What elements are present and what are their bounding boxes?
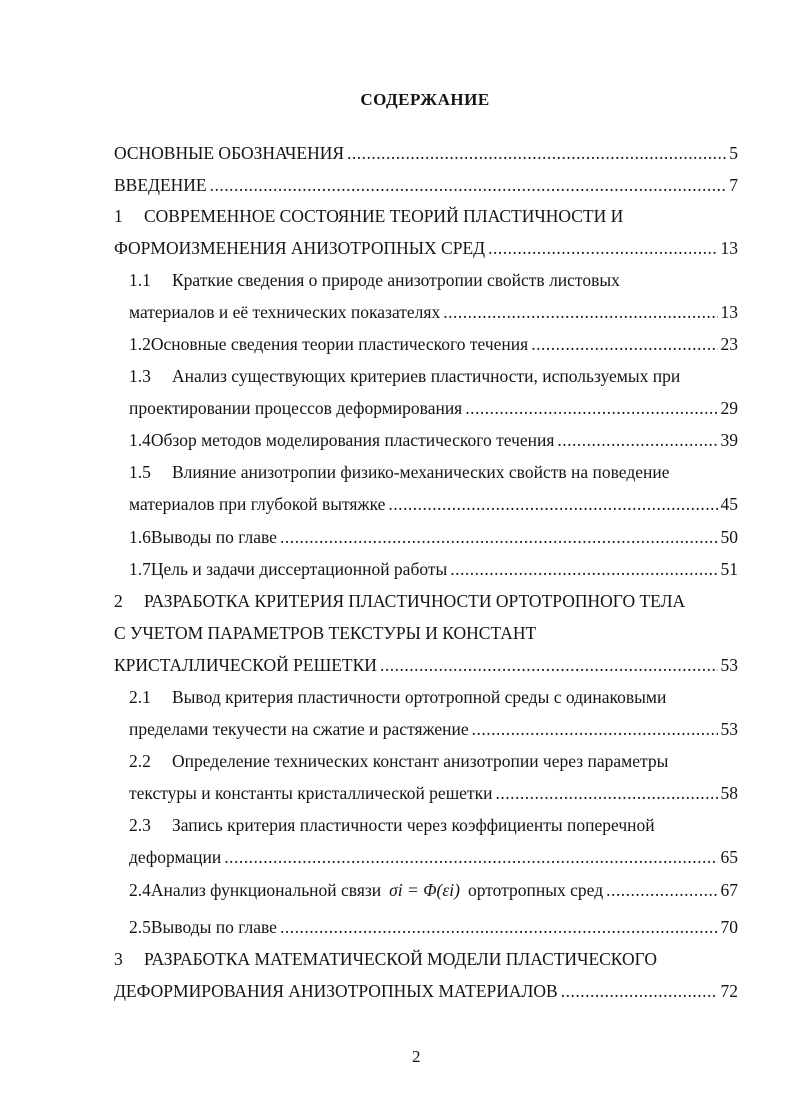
toc-entry-number: 1.7 — [129, 559, 151, 579]
toc-entry-continuation — [114, 981, 738, 1007]
toc-entry-continuation — [129, 494, 738, 520]
toc-entry-text: материалов и её технических показателях — [129, 302, 441, 322]
dot-leader — [557, 430, 717, 451]
toc-entry — [129, 815, 738, 841]
toc-entry-text: проектировании процессов деформирования — [129, 398, 463, 418]
toc-entry-text: Краткие сведения о природе анизотропии свойств листовых — [172, 270, 620, 290]
toc-entry-number: 1.5 — [129, 462, 151, 482]
dot-leader — [380, 655, 718, 676]
toc-entry-text: Выводы по главе — [150, 917, 277, 937]
dot-leader — [280, 527, 718, 548]
toc-entry-continuation — [129, 783, 738, 809]
toc-entry-number: 3 — [114, 949, 123, 969]
toc-entry — [114, 949, 738, 975]
dot-leader — [495, 783, 717, 804]
toc-entry-text: Вывод критерия пластичности ортотропной среды с одинаковыми — [172, 687, 667, 707]
toc-page-number: 67 — [720, 880, 738, 900]
toc-page-number: 53 — [720, 655, 738, 675]
toc-entry-continuation — [114, 655, 738, 681]
toc-entry-number: 1.4 — [129, 430, 151, 450]
toc-entry-text: Влияние анизотропии физико-механических свойств на поведение — [172, 462, 670, 482]
toc-entry-text: Запись критерия пластичности через коэффициенты поперечной — [172, 815, 655, 835]
toc-entry-text: РАЗРАБОТКА МАТЕМАТИЧЕСКОЙ МОДЕЛИ ПЛАСТИЧЕСКОГО — [144, 949, 657, 969]
toc-page-number: 39 — [720, 430, 738, 450]
toc-page-number: 50 — [720, 527, 738, 547]
toc-page-number: 23 — [720, 334, 738, 354]
toc-entry — [129, 430, 738, 456]
toc-entry — [129, 366, 738, 392]
toc-entry-text: Определение технических констант анизотропии через параметры — [172, 751, 669, 771]
toc-entry-text: материалов при глубокой вытяжке — [129, 494, 386, 514]
toc-entry-text: пределами текучести на сжатие и растяжение — [129, 719, 469, 739]
toc-page-number: 70 — [720, 917, 738, 937]
toc-entry-text: РАЗРАБОТКА КРИТЕРИЯ ПЛАСТИЧНОСТИ ОРТОТРОПНОГО ТЕЛА — [144, 591, 686, 611]
toc-entry-text: ОСНОВНЫЕ ОБОЗНАЧЕНИЯ — [114, 143, 345, 163]
toc-entry-number: 2.4 — [129, 880, 151, 900]
dot-leader — [472, 719, 718, 740]
toc-entry-text: текстуры и константы кристаллической решетки — [129, 783, 493, 803]
toc-entry-continuation — [129, 398, 738, 424]
toc-entry-number: 2.2 — [129, 751, 151, 771]
toc-entry — [129, 687, 738, 713]
dot-leader — [606, 880, 717, 901]
dot-leader — [488, 238, 717, 259]
toc-entry — [129, 270, 738, 296]
toc-entry-number: 1.6 — [129, 527, 151, 547]
toc-page-number: 58 — [720, 783, 738, 803]
toc-entry-number: 2.5 — [129, 917, 151, 937]
toc-entry-text: Основные сведения теории пластического течения — [150, 334, 529, 354]
toc-entry-number: 1.3 — [129, 366, 151, 386]
toc-entry-text: СОВРЕМЕННОЕ СОСТОЯНИЕ ТЕОРИЙ ПЛАСТИЧНОСТИ И — [144, 206, 624, 226]
toc-entry — [129, 334, 738, 360]
toc-entry-number: 1 — [114, 206, 123, 226]
toc-entry-text: Анализ существующих критериев пластичности, используемых при — [172, 366, 681, 386]
toc-entry — [114, 591, 738, 617]
toc-entry-text: ДЕФОРМИРОВАНИЯ АНИЗОТРОПНЫХ МАТЕРИАЛОВ — [114, 981, 558, 1001]
toc-entry — [129, 880, 738, 906]
toc-entry-continuation — [129, 719, 738, 745]
toc-entry-number: 1.2 — [129, 334, 151, 354]
toc-page-number: 29 — [720, 398, 738, 418]
toc-title: СОДЕРЖАНИЕ — [360, 90, 490, 109]
dot-leader — [443, 302, 717, 323]
toc-page-number: 7 — [729, 175, 738, 195]
toc-page-number: 13 — [720, 302, 738, 322]
dot-leader — [531, 334, 717, 355]
toc-page-number: 5 — [729, 143, 738, 163]
dot-leader — [465, 398, 717, 419]
toc-entry-text: С УЧЕТОМ ПАРАМЕТРОВ ТЕКСТУРЫ И КОНСТАНТ — [114, 623, 537, 643]
toc-entry — [129, 751, 738, 777]
toc-entry — [129, 559, 738, 585]
toc-entry-continuation — [114, 623, 738, 649]
dot-leader — [224, 847, 717, 868]
toc-entry — [129, 462, 738, 488]
toc-entry-continuation — [129, 302, 738, 328]
toc-page-number: 45 — [720, 494, 738, 514]
toc-page-number: 65 — [720, 847, 738, 867]
toc-entry-text: Цель и задачи диссертационной работы — [150, 559, 448, 579]
toc-page-number: 51 — [720, 559, 738, 579]
toc-entry-text: деформации — [129, 847, 222, 867]
toc-entry-number: 2 — [114, 591, 123, 611]
toc-entry-text: Выводы по главе — [150, 527, 277, 547]
toc-page-number: 53 — [720, 719, 738, 739]
toc-entry-text: ВВЕДЕНИЕ — [114, 175, 207, 195]
toc-entry-text: ортотропных сред — [467, 880, 604, 900]
toc-entry — [114, 206, 738, 232]
toc-page-number: 72 — [720, 981, 738, 1001]
toc-entry — [114, 143, 738, 169]
dot-leader — [450, 559, 717, 580]
toc-entry-text: КРИСТАЛЛИЧЕСКОЙ РЕШЕТКИ — [114, 655, 377, 675]
toc-entry — [114, 175, 738, 201]
toc-entry-text: Анализ функциональной связи — [150, 880, 382, 900]
toc-entry-number: 2.1 — [129, 687, 151, 707]
dot-leader — [561, 981, 718, 1002]
dot-leader — [210, 175, 727, 196]
toc-entry-text: ФОРМОИЗМЕНЕНИЯ АНИЗОТРОПНЫХ СРЕД — [114, 238, 486, 258]
toc-entry — [129, 527, 738, 553]
page-number: 2 — [412, 1047, 421, 1066]
toc-entry-continuation — [129, 847, 738, 873]
toc-entry-number: 1.1 — [129, 270, 151, 290]
dot-leader — [280, 917, 718, 938]
formula: σi = Φ(εi) — [389, 880, 460, 900]
dot-leader — [347, 143, 726, 164]
toc-page-number: 13 — [720, 238, 738, 258]
toc-entry-text: Обзор методов моделирования пластического течения — [150, 430, 555, 450]
dot-leader — [388, 494, 717, 515]
toc-entry-number: 2.3 — [129, 815, 151, 835]
toc-entry-continuation — [114, 238, 738, 264]
toc-entry — [129, 917, 738, 943]
